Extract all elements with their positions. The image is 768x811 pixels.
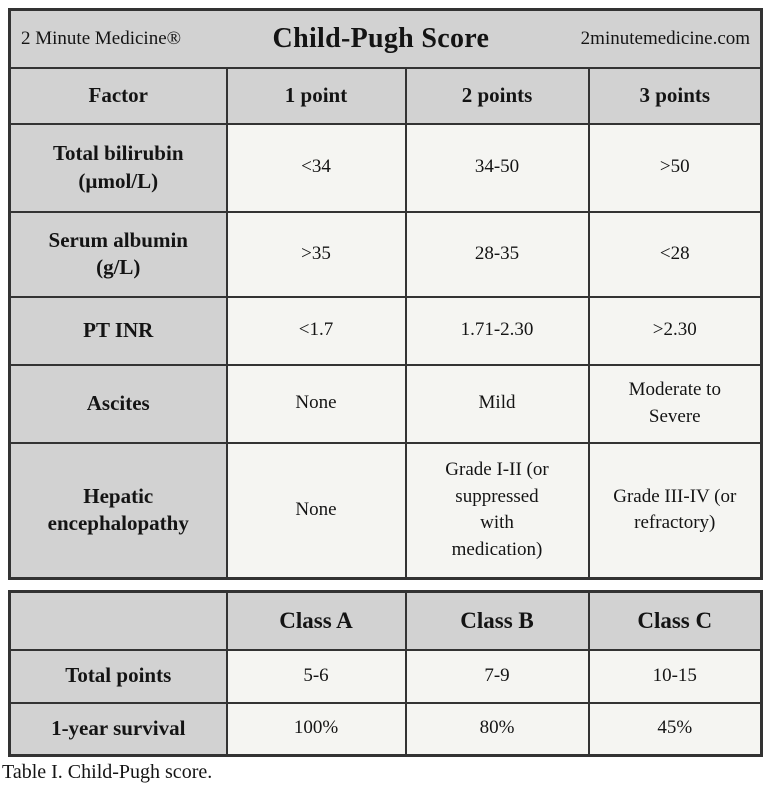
column-header-empty: [10, 592, 227, 650]
table-row-total-points: [10, 650, 762, 703]
value-cell: 5-6: [227, 650, 406, 703]
column-header-class-b: Class B: [406, 592, 589, 650]
column-header-2-points: 2 points: [406, 68, 589, 124]
table-row-1-year-survival: [10, 703, 762, 756]
row-label-cell: Total points: [10, 650, 227, 703]
factor-cell: PT INR: [10, 297, 227, 365]
class-table-header-row: [10, 592, 762, 650]
table-row-pt-inr: [10, 297, 762, 365]
page-title: Child-Pugh Score: [272, 22, 490, 54]
value-cell: Moderate to Severe: [589, 365, 762, 443]
value-cell: <34: [227, 124, 406, 212]
table-caption: Table I. Child-Pugh score.: [2, 761, 213, 783]
value-cell: 45%: [589, 703, 762, 756]
brand-name: 2 Minute Medicine®: [21, 27, 182, 49]
value-cell: 10-15: [589, 650, 762, 703]
column-header-factor: Factor: [10, 68, 227, 124]
value-cell: <1.7: [227, 297, 406, 365]
value-cell: Mild: [406, 365, 589, 443]
score-table-header-row: [10, 68, 762, 124]
value-cell: None: [227, 365, 406, 443]
title-row: [10, 10, 762, 68]
factor-cell: Hepatic encephalopathy: [10, 443, 227, 579]
factor-cell: Ascites: [10, 365, 227, 443]
child-pugh-class-table: [8, 590, 763, 757]
table-row-ascites: [10, 365, 762, 443]
value-cell: Grade III-IV (or refractory): [589, 443, 762, 579]
column-header-1-point: 1 point: [227, 68, 406, 124]
value-cell: >2.30: [589, 297, 762, 365]
child-pugh-score-table: [8, 8, 763, 580]
value-cell: <28: [589, 212, 762, 297]
column-header-class-c: Class C: [589, 592, 762, 650]
value-cell: Grade I-II (or suppressed with medication): [406, 443, 589, 579]
value-cell: 34-50: [406, 124, 589, 212]
website-url: 2minutemedicine.com: [580, 27, 751, 49]
value-cell: 80%: [406, 703, 589, 756]
value-cell: 100%: [227, 703, 406, 756]
table-row-bilirubin: [10, 124, 762, 212]
row-label-cell: 1-year survival: [10, 703, 227, 756]
factor-cell: Total bilirubin (µmol/L): [10, 124, 227, 212]
column-header-3-points: 3 points: [589, 68, 762, 124]
value-cell: 7-9: [406, 650, 589, 703]
value-cell: >50: [589, 124, 762, 212]
factor-cell: Serum albumin (g/L): [10, 212, 227, 297]
table-row-albumin: [10, 212, 762, 297]
value-cell: 1.71-2.30: [406, 297, 589, 365]
value-cell: 28-35: [406, 212, 589, 297]
title-bar: [21, 23, 750, 55]
column-header-class-a: Class A: [227, 592, 406, 650]
value-cell: >35: [227, 212, 406, 297]
value-cell: None: [227, 443, 406, 579]
table-row-hepatic-encephalopathy: [10, 443, 762, 579]
title-strip: [10, 10, 762, 68]
